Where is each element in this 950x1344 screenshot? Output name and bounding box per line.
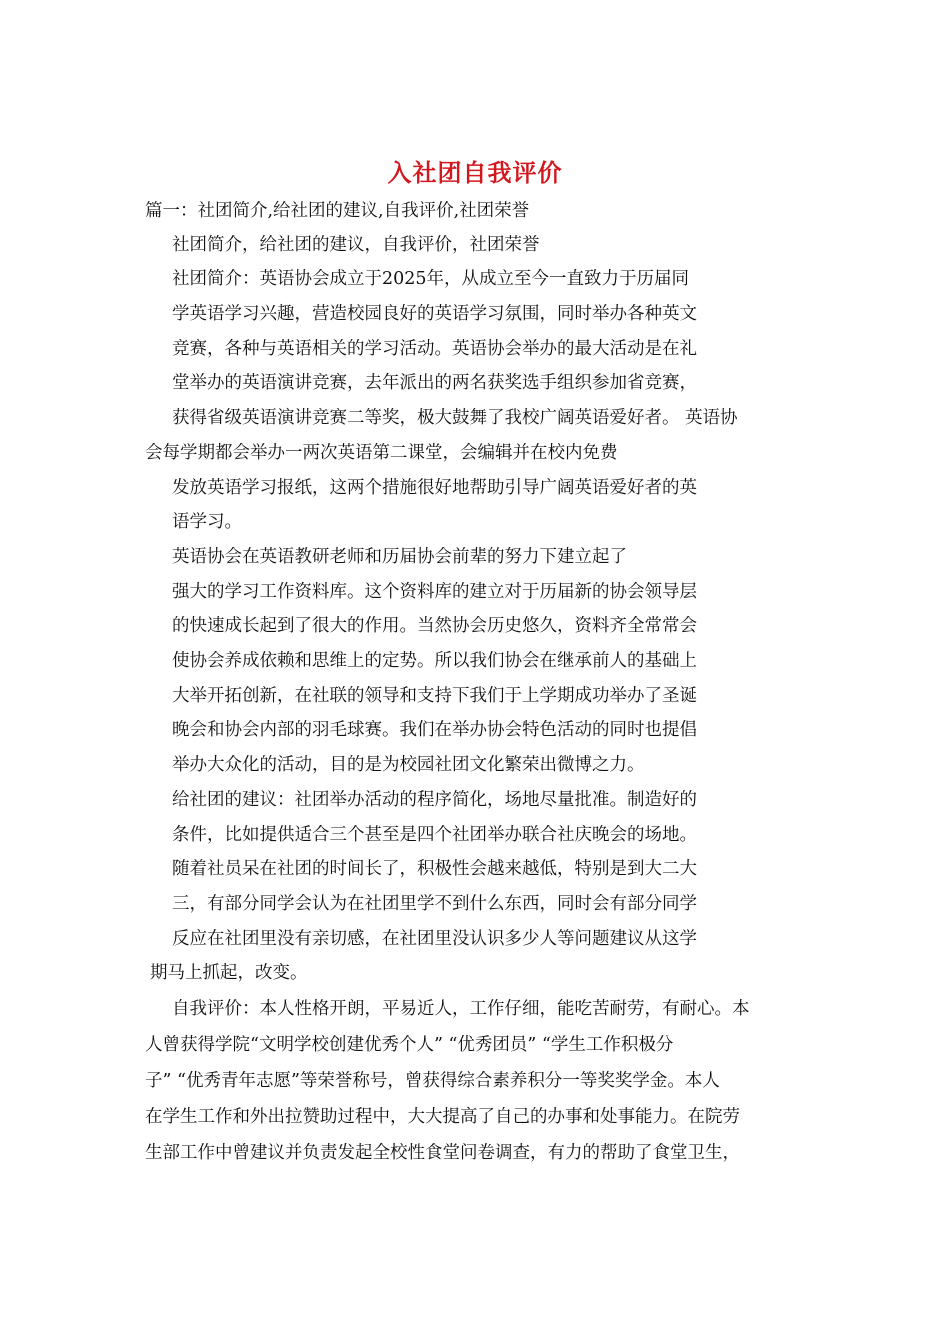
text-line: 给社团的建议：社团举办活动的程序简化，场地尽量批准。制造好的 bbox=[172, 790, 697, 810]
text-line: 获得省级英语演讲竞赛二等奖，极大鼓舞了我校广阔英语爱好者。 英语协 bbox=[172, 408, 738, 428]
text-line: 会每学期都会举办一两次英语第二课堂，会编辑并在校内免费 bbox=[145, 443, 618, 463]
text-line: 在学生工作和外出拉赞助过程中，大大提高了自己的办事和处事能力。在院劳 bbox=[145, 1107, 740, 1127]
text-line: 的快速成长起到了很大的作用。当然协会历史悠久，资料齐全常常会 bbox=[172, 616, 697, 636]
text-line: 子” “优秀青年志愿”等荣誉称号，曾获得综合素养积分一等奖奖学金。本人 bbox=[145, 1071, 720, 1091]
text-line: 期马上抓起，改变。 bbox=[150, 963, 308, 983]
text-line: 自我评价：本人性格开朗，平易近人，工作仔细，能吃苦耐劳，有耐心。本 bbox=[172, 999, 750, 1019]
text-line: 社团简介：英语协会成立于2025年，从成立至今一直致力于历届同 bbox=[172, 269, 690, 289]
text-line: 社团简介，给社团的建议，自我评价，社团荣誉 bbox=[172, 235, 540, 255]
text-line: 强大的学习工作资料库。这个资料库的建立对于历届新的协会领导层 bbox=[172, 582, 697, 602]
text-line: 发放英语学习报纸，这两个措施很好地帮助引导广阔英语爱好者的英 bbox=[172, 478, 697, 498]
text-line: 生部工作中曾建议并负责发起全校性食堂问卷调查，有力的帮助了食堂卫生， bbox=[145, 1143, 740, 1163]
document-title: 入社团自我评价 bbox=[387, 158, 563, 187]
text-line: 人曾获得学院“文明学校创建优秀个人” “优秀团员” “学生工作积极分 bbox=[145, 1035, 674, 1055]
text-line: 使协会养成依赖和思维上的定势。所以我们协会在继承前人的基础上 bbox=[172, 651, 697, 671]
text-line: 随着社员呆在社团的时间长了，积极性会越来越低，特别是到大二大 bbox=[172, 859, 697, 879]
text-line: 竞赛，各种与英语相关的学习活动。英语协会举办的最大活动是在礼 bbox=[172, 339, 697, 359]
text-line: 三，有部分同学会认为在社团里学不到什么东西，同时会有部分同学 bbox=[172, 894, 697, 914]
text-line: 英语协会在英语教研老师和历届协会前辈的努力下建立起了 bbox=[172, 547, 627, 567]
text-line: 堂举办的英语演讲竞赛，去年派出的两名获奖选手组织参加省竞赛， bbox=[172, 373, 697, 393]
text-line: 语学习。 bbox=[172, 512, 242, 532]
text-line: 大举开拓创新，在社联的领导和支持下我们于上学期成功举办了圣诞 bbox=[172, 686, 697, 706]
text-line: 篇一：社团简介,给社团的建议,自我评价,社团荣誉 bbox=[145, 201, 530, 221]
text-line: 举办大众化的活动，目的是为校园社团文化繁荣出微博之力。 bbox=[172, 755, 645, 775]
text-line: 条件，比如提供适合三个甚至是四个社团举办联合社庆晚会的场地。 bbox=[172, 825, 697, 845]
text-line: 晚会和协会内部的羽毛球赛。我们在举办协会特色活动的同时也提倡 bbox=[172, 720, 697, 740]
text-line: 反应在社团里没有亲切感，在社团里没认识多少人等问题建议从这学 bbox=[172, 929, 697, 949]
text-line: 学英语学习兴趣，营造校园良好的英语学习氛围，同时举办各种英文 bbox=[172, 304, 697, 324]
